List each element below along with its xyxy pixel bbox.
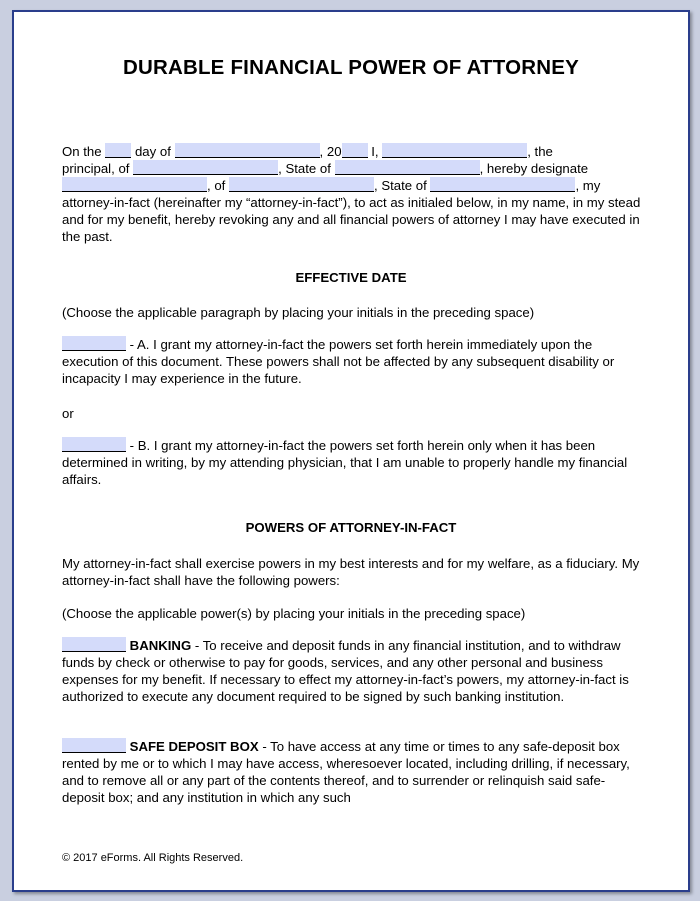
or-text: or [62, 406, 74, 421]
attorney-city-field[interactable] [229, 177, 374, 192]
intro-of-2: , of [207, 178, 226, 193]
intro-the: , the [527, 144, 553, 159]
safe-deposit-text: - To have access at any time or times to any safe-deposit box rented by me or to which I may have access, wheresoever located, including drilling, if necessary, and to remove all or any part of the contents thereof, and to surrender or relinquish said safe-deposit box; and any institution in which any such [62, 739, 630, 805]
month-field[interactable] [175, 143, 320, 158]
option-a-initials-field[interactable] [62, 336, 126, 351]
copyright-footer: © 2017 eForms. All Rights Reserved. [62, 852, 244, 864]
attorney-state-field[interactable] [430, 177, 575, 192]
option-a-paragraph [62, 336, 646, 387]
safe-deposit-paragraph [62, 738, 646, 806]
intro-hereby-designate: , hereby designate [479, 161, 589, 176]
powers-heading: POWERS OF ATTORNEY-IN-FACT [245, 520, 457, 535]
intro-on-the: On the [62, 144, 102, 159]
banking-paragraph [62, 637, 646, 705]
effective-date-instruction: (Choose the applicable paragraph by placing your initials in the preceding space) [62, 305, 535, 320]
intro-my: , my [575, 178, 601, 193]
principal-city-field[interactable] [133, 160, 278, 175]
option-b-initials-field[interactable] [62, 437, 126, 452]
powers-intro: My attorney-in-fact shall exercise powers in my best interests and for my welfare, as a fiduciary. My attorney-in-fact shall have the following powers: [62, 556, 640, 588]
principal-name-field[interactable] [382, 143, 527, 158]
intro-state-of-2: , State of [374, 178, 427, 193]
principal-state-field[interactable] [335, 160, 480, 175]
safe-deposit-initials-field[interactable] [62, 738, 126, 753]
attorney-name-field[interactable] [62, 177, 207, 192]
year-field[interactable] [342, 143, 368, 158]
day-number-field[interactable] [105, 143, 131, 158]
safe-deposit-label: SAFE DEPOSIT BOX [129, 739, 259, 754]
powers-instruction: (Choose the applicable power(s) by placing your initials in the preceding space) [62, 606, 526, 621]
intro-state-of-1: , State of [278, 161, 331, 176]
banking-label: BANKING [129, 638, 192, 653]
banking-initials-field[interactable] [62, 637, 126, 652]
option-b-paragraph [62, 437, 646, 488]
effective-date-heading: EFFECTIVE DATE [295, 270, 407, 285]
document-title: DURABLE FINANCIAL POWER OF ATTORNEY [122, 56, 580, 79]
intro-rest: attorney-in-fact (hereinafter my “attorney-in-fact”), to act as initialed below, in my name, in my stead and for my benefit, hereby revoking any and all financial powers of attorney I may have executed in the past. [62, 195, 641, 244]
intro-day-of: day of [134, 144, 171, 159]
intro-comma-i: I, [371, 144, 379, 159]
intro-comma-20: , 20 [319, 144, 342, 159]
option-a-text: - A. I grant my attorney-in-fact the powers set forth herein immediately upon the execution of this document. These powers shall not be affected by any subsequent disability or incapacity I may experience in the future. [62, 337, 615, 386]
option-b-text: - B. I grant my attorney-in-fact the powers set forth herein only when it has been determined in writing, by my attending physician, that I am unable to properly handle my financial affairs. [62, 438, 628, 487]
document-page [12, 10, 690, 892]
intro-principal-of: principal, of [62, 161, 130, 176]
intro-paragraph [62, 143, 646, 245]
banking-text: - To receive and deposit funds in any financial institution, and to withdraw funds by check or otherwise to pay for goods, services, and any other personal and business expenses for my benefit. If necessary to effect my attorney-in-fact’s powers, my attorney-in-fact is authorized to execute any document required to be signed by such banking institution. [62, 638, 629, 704]
